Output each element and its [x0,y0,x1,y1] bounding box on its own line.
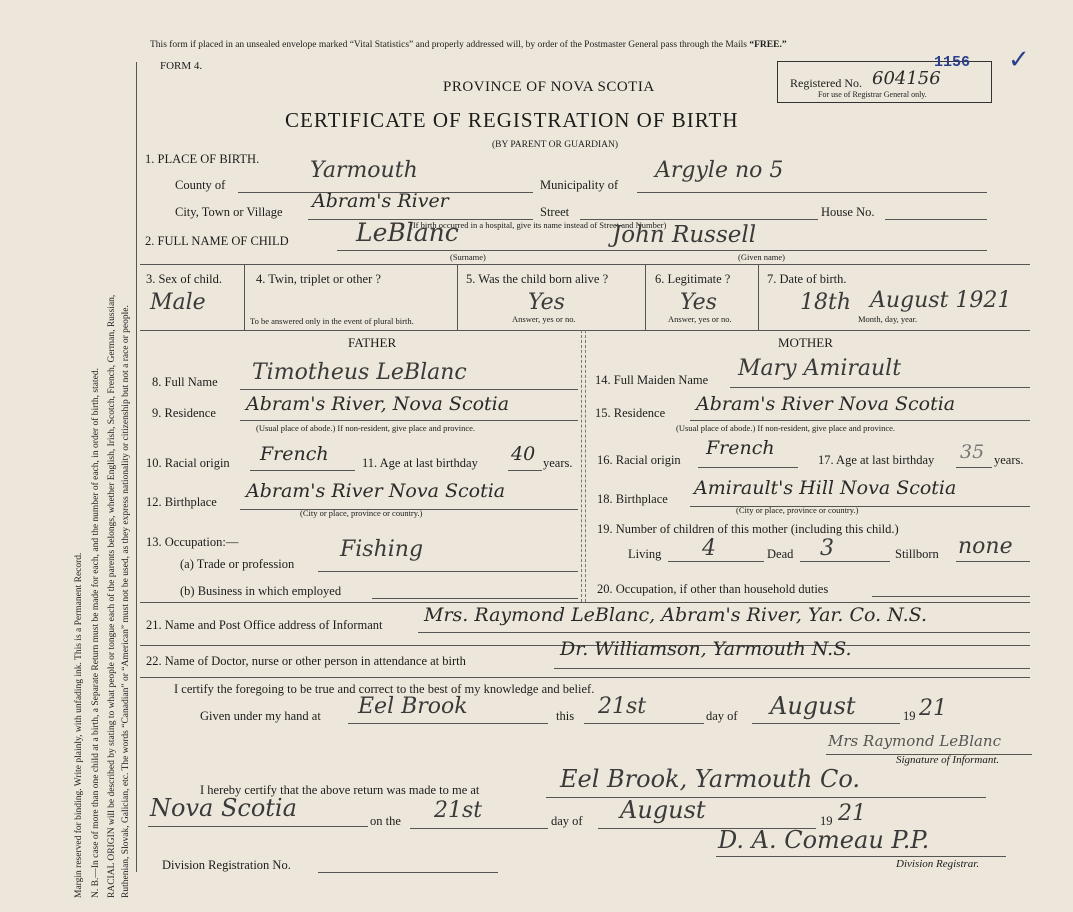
mother-racial-value: French [706,437,775,459]
legitimate-note: Answer, yes or no. [668,314,732,324]
mother-stillborn-value: none [958,534,1013,559]
father-residence-note: (Usual place of abode.) If non-resident, give place and province. [256,423,476,433]
mother-living-line [668,561,764,562]
registered-stamp: 1156 [934,54,971,71]
parents-divider [581,330,582,602]
child-surname-value: LeBlanc [356,218,459,247]
nb-note-racial-cont: Ruthenian, Slovak, Galician, etc. The words “Canadian” or “American” must not be used, as they express nationality or citizenship but not a race or people. [121,305,131,898]
province-heading: PROVINCE OF NOVA SCOTIA [443,79,655,95]
date-day-value: 18th [800,290,852,315]
mother-dead-label: Dead [767,547,794,561]
mother-birthplace-value: Amirault's Hill Nova Scotia [694,477,957,499]
child-name-label: 2. FULL NAME OF CHILD [145,234,289,248]
row3-divider-2 [457,264,458,330]
mother-stillborn-label: Stillborn [895,547,939,561]
parents-divider-2 [585,330,586,602]
doctor-line [554,668,1030,669]
father-trade-line [318,571,578,572]
father-trade-value: Fishing [340,537,424,562]
house-label: House No. [821,205,875,219]
informant-signature-caption: Signature of Informant. [896,754,1000,766]
father-name-line [240,389,578,390]
father-heading: FATHER [348,335,397,350]
father-age-line [508,470,542,471]
certify-month-line [752,723,900,724]
date-label: 7. Date of birth. [767,272,847,286]
alive-label: 5. Was the child born alive ? [466,272,609,286]
registrar-province-value: Nova Scotia [150,794,297,822]
father-racial-line [250,470,355,471]
registrar-on-the-label: on the [370,814,401,828]
registrar-signature-caption: Division Registrar. [896,858,980,870]
mother-years: years. [994,453,1024,467]
postal-notice: This form if placed in an unsealed envelope marked “Vital Statistics” and properly addressed will, by order of the Postmaster General pass through the Mails “FREE.” [150,40,787,50]
legitimate-label: 6. Legitimate ? [655,272,731,286]
mother-racial-line [698,467,798,468]
municipality-value: Argyle no 5 [655,158,784,183]
registrar-signature-line [716,856,1006,857]
certify-day-line [584,723,704,724]
mother-occupation-line [872,596,1030,597]
doctor-value: Dr. Williamson, Yarmouth N.S. [560,638,852,660]
child-name-line [337,250,987,251]
check-mark-icon: ✓ [1008,45,1030,74]
father-birthplace-label: 12. Birthplace [146,495,217,509]
child-given-value: John Russell [612,222,757,248]
registrar-use-note: For use of Registrar General only. [818,90,927,99]
twin-note: To be answered only in the event of plural birth. [250,316,414,326]
mother-name-label: 14. Full Maiden Name [595,373,709,387]
city-label: City, Town or Village [175,205,283,219]
house-line [885,219,987,220]
father-age-value: 40 [511,443,536,465]
twin-label: 4. Twin, triplet or other ? [256,272,381,286]
registrar-place-value: Eel Brook, Yarmouth Co. [560,765,861,793]
doctor-label: 22. Name of Doctor, nurse or other person in attendance at birth [146,654,466,668]
form-number: FORM 4. [160,60,203,72]
registrar-place-line [546,797,986,798]
row3-top-line [140,264,1030,265]
mother-residence-value: Abram's River Nova Scotia [696,393,956,415]
mother-dead-line [800,561,890,562]
registrar-day-line [410,828,548,829]
date-note: Month, day, year. [858,314,918,324]
informant-signature: Mrs Raymond LeBlanc [828,732,1001,750]
city-value: Abram's River [312,190,449,212]
given-caption: (Given name) [738,252,785,262]
informant-line [418,632,1030,633]
mother-age-line [956,467,992,468]
nb-note-racial: RACIAL ORIGIN will be described by stating to what people or tongue each of the parents belongs, whether English, Irish, Scotch, French, German, Russian, [107,294,117,898]
father-birthplace-value: Abram's River Nova Scotia [246,480,506,502]
father-trade-label: (a) Trade or profession [180,557,295,571]
street-label: Street [540,205,570,219]
registrar-year-value: 21 [838,801,866,826]
certify-this-label: this [556,709,575,723]
nb-note-plural: N. B.—In case of more than one child at a birth, a Separate Return must be made for each, and the number of each, in order of birth, stated. [91,368,101,898]
county-value: Yarmouth [310,158,418,183]
row3-divider-4 [758,264,759,330]
surname-caption: (Surname) [450,252,486,262]
mother-residence-label: 15. Residence [595,406,666,420]
mother-residence-line [690,420,1030,421]
division-registration-label: Division Registration No. [162,858,291,872]
legitimate-value: Yes [680,290,717,315]
municipality-line [637,192,987,193]
father-birthplace-note: (City or place, province or country.) [300,508,423,518]
county-label: County of [175,178,226,192]
mother-dead-value: 3 [820,536,834,561]
certify-statement: I certify the foregoing to be true and correct to the best of my knowledge and belief. [174,682,595,696]
father-residence-line [240,420,578,421]
given-under-label: Given under my hand at [200,709,321,723]
doctor-bottom-line [140,677,1030,678]
mother-stillborn-line [956,561,1030,562]
father-name-label: 8. Full Name [152,375,218,389]
left-border [136,62,137,872]
informant-label: 21. Name and Post Office address of Informant [146,618,383,632]
row3-divider-1 [244,264,245,330]
mother-occupation-label: 20. Occupation, if other than household duties [597,582,829,596]
date-month-year-value: August 1921 [870,288,1012,313]
father-business-label: (b) Business in which employed [180,584,342,598]
father-occupation-label: 13. Occupation:— [146,535,239,549]
father-racial-label: 10. Racial origin [146,456,230,470]
mother-name-value: Mary Amirault [738,356,902,381]
margin-note: Margin reserved for binding. Write plainly, with unfading ink. This is a Permanent Record. [74,552,84,898]
mother-name-line [730,387,1030,388]
informant-value: Mrs. Raymond LeBlanc, Abram's River, Yar. Co. N.S. [424,604,928,626]
certify-day-of-label: day of [706,709,738,723]
given-place-value: Eel Brook [358,694,468,719]
given-place-line [348,723,548,724]
certify-year-prefix: 19 [903,709,916,723]
registrar-province-line [148,826,368,827]
alive-note: Answer, yes or no. [512,314,576,324]
sex-value: Male [150,290,206,315]
registrar-year-prefix: 19 [820,814,833,828]
place-of-birth-label: 1. PLACE OF BIRTH. [145,152,260,166]
mother-birthplace-note: (City or place, province or country.) [736,505,859,515]
mother-living-label: Living [628,547,662,561]
mother-residence-note: (Usual place of abode.) If non-resident, give place and province. [676,423,896,433]
division-registration-line [318,872,498,873]
certify-year-value: 21 [919,696,947,721]
father-age-label: 11. Age at last birthday [362,456,478,470]
mother-heading: MOTHER [778,335,833,350]
certify-day-value: 21st [598,694,647,719]
mother-birthplace-label: 18. Birthplace [597,492,668,506]
father-residence-value: Abram's River, Nova Scotia [246,393,510,415]
registrar-month-value: August [620,796,706,824]
certify-month-value: August [770,692,856,720]
row3-divider-3 [645,264,646,330]
sex-label: 3. Sex of child. [146,272,223,286]
registered-number: 604156 [872,68,941,89]
registrar-day-of-label: day of [551,814,583,828]
mother-age-value: 35 [960,441,985,463]
mother-children-label: 19. Number of children of this mother (including this child.) [597,522,899,536]
certificate-subtitle: (BY PARENT OR GUARDIAN) [492,140,619,150]
registrar-signature: D. A. Comeau P.P. [718,826,930,854]
municipality-label: Municipality of [540,178,619,192]
alive-value: Yes [528,290,565,315]
registered-label: Registered No. [790,76,862,90]
mother-racial-label: 16. Racial origin [597,453,681,467]
registrar-day-value: 21st [434,798,483,823]
mother-living-value: 4 [702,536,716,561]
mother-age-label: 17. Age at last birthday [818,453,935,467]
hospital-note: (If birth occurred in a hospital, give its name instead of Street and Number) [410,220,667,230]
father-years: years. [543,456,573,470]
registrar-statement: I hereby certify that the above return was made to me at [200,783,480,797]
certificate-title: CERTIFICATE OF REGISTRATION OF BIRTH [285,108,739,132]
father-name-value: Timotheus LeBlanc [252,360,467,385]
parents-bottom-line [140,602,1030,603]
father-racial-value: French [260,443,329,465]
father-residence-label: 9. Residence [152,406,216,420]
father-business-line [372,598,578,599]
